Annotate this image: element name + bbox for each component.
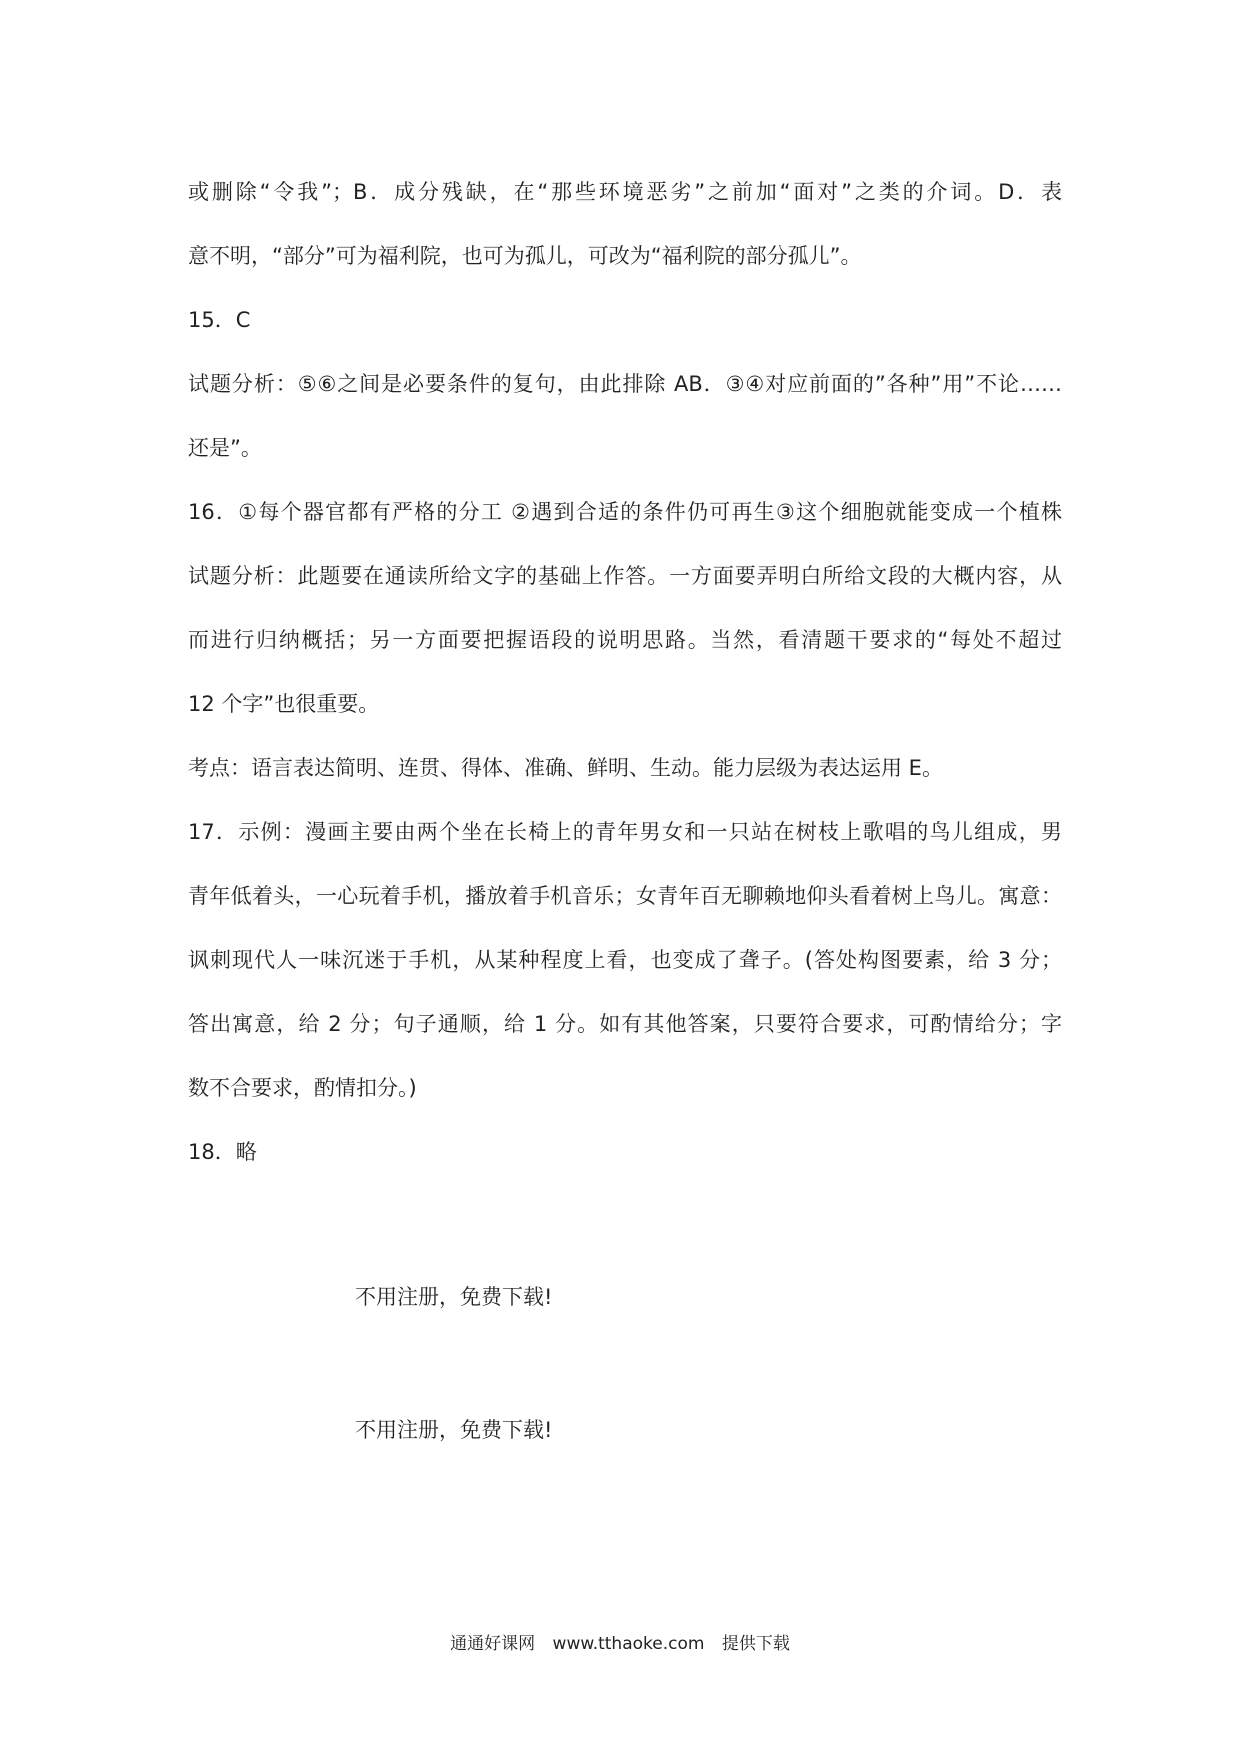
answer-text-block — [188, 160, 1062, 1184]
page-footer — [0, 1631, 1240, 1657]
text-line: 而进行归纳概括；另一方面要把握语段的说明思路。当然，看清题干要求的“每处不超过 — [188, 628, 1062, 652]
question-answer-17: 17．示例：漫画主要由两个坐在长椅上的青年男女和一只站在树枝上歌唱的鸟儿组成，男 — [188, 820, 1062, 844]
text-line: 试题分析：⑤⑥之间是必要条件的复句，由此排除 AB．③④对应前面的”各种”用”不论…… — [188, 372, 1062, 396]
footer-action-text: 提供下载 — [721, 1634, 790, 1654]
text-line: 青年低着头，一心玩着手机，播放着手机音乐；女青年百无聊赖地仰头看着树上鸟儿。寓意： — [188, 884, 1062, 908]
key-point-line: 考点：语言表达简明、连贯、得体、准确、鲜明、生动。能力层级为表达运用 E。 — [188, 756, 943, 780]
text-line: 还是”。 — [188, 436, 262, 460]
footer-site-name: 通通好课网 — [450, 1634, 536, 1654]
text-line: 数不合要求，酌情扣分。) — [188, 1076, 417, 1100]
text-line: 试题分析：此题要在通读所给文字的基础上作答。一方面要弄明白所给文段的大概内容，从 — [188, 564, 1062, 588]
text-line: 讽刺现代人一味沉迷于手机，从某种程度上看，也变成了聋子。(答处构图要素，给 3 分； — [188, 948, 1062, 972]
promo-text: 不用注册，免费下载! — [355, 1418, 553, 1442]
question-answer-15: 15．C — [188, 308, 251, 332]
footer-url-link[interactable]: www.tthaoke.com — [552, 1634, 705, 1654]
question-answer-18: 18．略 — [188, 1140, 257, 1164]
text-line: 或删除“令我”；B．成分残缺，在“那些环境恶劣”之前加“面对”之类的介词。D．表 — [188, 180, 1062, 204]
promo-text: 不用注册，免费下载! — [355, 1285, 553, 1309]
text-line: 意不明，“部分”可为福利院，也可为孤儿，可改为“福利院的部分孤儿”。 — [188, 244, 862, 268]
text-line: 答出寓意，给 2 分；句子通顺，给 1 分。如有其他答案，只要符合要求，可酌情给分；字 — [188, 1012, 1062, 1036]
question-answer-16: 16．①每个器官都有严格的分工 ②遇到合适的条件仍可再生③这个细胞就能变成一个植株 — [188, 500, 1062, 524]
text-line: 12 个字”也很重要。 — [188, 692, 380, 716]
